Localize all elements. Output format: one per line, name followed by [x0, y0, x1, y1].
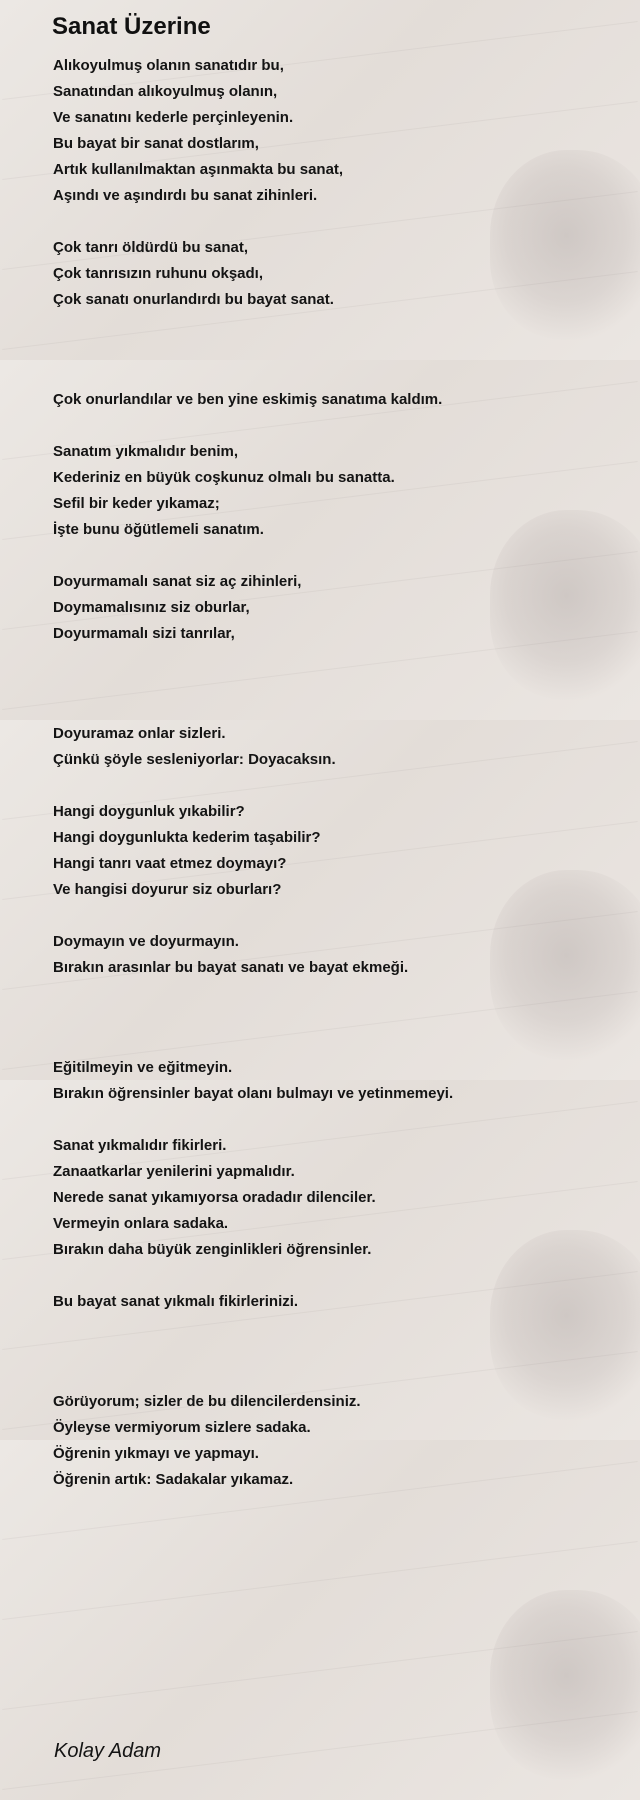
poem-line: Zanaatkarlar yenilerini yapmalıdır.	[53, 1163, 295, 1180]
poem-line: Kederiniz en büyük coşkunuz olmalı bu sanatta.	[53, 469, 395, 486]
author-name: Kolay Adam	[54, 1740, 162, 1762]
poem-line: Öğrenin yıkmayı ve yapmayı.	[53, 1445, 259, 1462]
section-gap	[53, 1315, 613, 1389]
poem-line: Vermeyin onlara sadaka.	[53, 1215, 229, 1232]
stanza	[53, 53, 613, 209]
stanza	[53, 1289, 613, 1315]
poem-line: Sanatım yıkmalıdır benim,	[53, 443, 239, 460]
poem-line: Doymamalısınız siz oburlar,	[53, 599, 250, 616]
poem-line: Bu bayat bir sanat dostlarım,	[53, 135, 259, 152]
stanza-gap	[53, 413, 613, 439]
poem-line: Görüyorum; sizler de bu dilencilerdensiniz.	[53, 1393, 361, 1410]
poem-line: Hangi tanrı vaat etmez doymayı?	[53, 855, 287, 872]
stanza	[53, 387, 613, 413]
poem-line: Sanat yıkmalıdır fikirleri.	[53, 1137, 227, 1154]
stanza-gap	[53, 773, 613, 799]
poem-line: Sanatından alıkoyulmuş olanın,	[53, 83, 278, 100]
section-gap	[53, 981, 613, 1055]
stanza	[53, 569, 613, 647]
poem-line: Hangi doygunluk yıkabilir?	[53, 803, 245, 820]
section-gap	[53, 647, 613, 721]
poem-title: Sanat Üzerine	[52, 13, 211, 40]
poem-line: İşte bunu öğütlemeli sanatım.	[53, 521, 264, 538]
stanza	[53, 1133, 613, 1263]
poem-line: Doymayın ve doyurmayın.	[53, 933, 239, 950]
poem-line: Öğrenin artık: Sadakalar yıkamaz.	[53, 1471, 294, 1488]
stanza	[53, 721, 613, 773]
poem-line: Artık kullanılmaktan aşınmakta bu sanat,	[53, 161, 344, 178]
stanza	[53, 439, 613, 543]
poem-line: Bırakın daha büyük zenginlikleri öğrensinler.	[53, 1241, 372, 1258]
poem-line: Öyleyse vermiyorum sizlere sadaka.	[53, 1419, 311, 1436]
poem-line: Çok onurlandılar ve ben yine eskimiş sanatıma kaldım.	[53, 391, 443, 408]
stanza-gap	[53, 903, 613, 929]
poem-line: Sefil bir keder yıkamaz;	[53, 495, 220, 512]
poem-body	[53, 53, 613, 1493]
poem-line: Çok tanrı öldürdü bu sanat,	[53, 239, 249, 256]
poem-line: Ve hangisi doyurur siz oburları?	[53, 881, 282, 898]
poem-line: Hangi doygunlukta kederim taşabilir?	[53, 829, 321, 846]
poem-line: Alıkoyulmuş olanın sanatıdır bu,	[53, 57, 284, 74]
stanza-gap	[53, 1107, 613, 1133]
stanza-gap	[53, 1263, 613, 1289]
poem-line: Doyurmamalı sizi tanrılar,	[53, 625, 235, 642]
poem-line: Doyurmamalı sanat siz aç zihinleri,	[53, 573, 302, 590]
poem-line: Çok sanatı onurlandırdı bu bayat sanat.	[53, 291, 334, 308]
poem-line: Nerede sanat yıkamıyorsa oradadır dilenciler.	[53, 1189, 376, 1206]
poem-line: Eğitilmeyin ve eğitmeyin.	[53, 1059, 233, 1076]
poem-line: Ve sanatını kederle perçinleyenin.	[53, 109, 294, 126]
section-gap	[53, 313, 613, 387]
poem-line: Çünkü şöyle sesleniyorlar: Doyacaksın.	[53, 751, 336, 768]
stanza-gap	[53, 543, 613, 569]
poem-line: Doyuramaz onlar sizleri.	[53, 725, 226, 742]
stanza-gap	[53, 209, 613, 235]
poem-line: Çok tanrısızın ruhunu okşadı,	[53, 265, 264, 282]
stanza	[53, 929, 613, 981]
poem-line: Aşındı ve aşındırdı bu sanat zihinleri.	[53, 187, 318, 204]
stanza	[53, 1389, 613, 1493]
poem-line: Bırakın arasınlar bu bayat sanatı ve bayat ekmeği.	[53, 959, 409, 976]
stanza	[53, 1055, 613, 1107]
stanza	[53, 235, 613, 313]
poem-line: Bu bayat sanat yıkmalı fikirlerinizi.	[53, 1293, 299, 1310]
stanza	[53, 799, 613, 903]
poem-line: Bırakın öğrensinler bayat olanı bulmayı ve yetinmemeyi.	[53, 1085, 454, 1102]
